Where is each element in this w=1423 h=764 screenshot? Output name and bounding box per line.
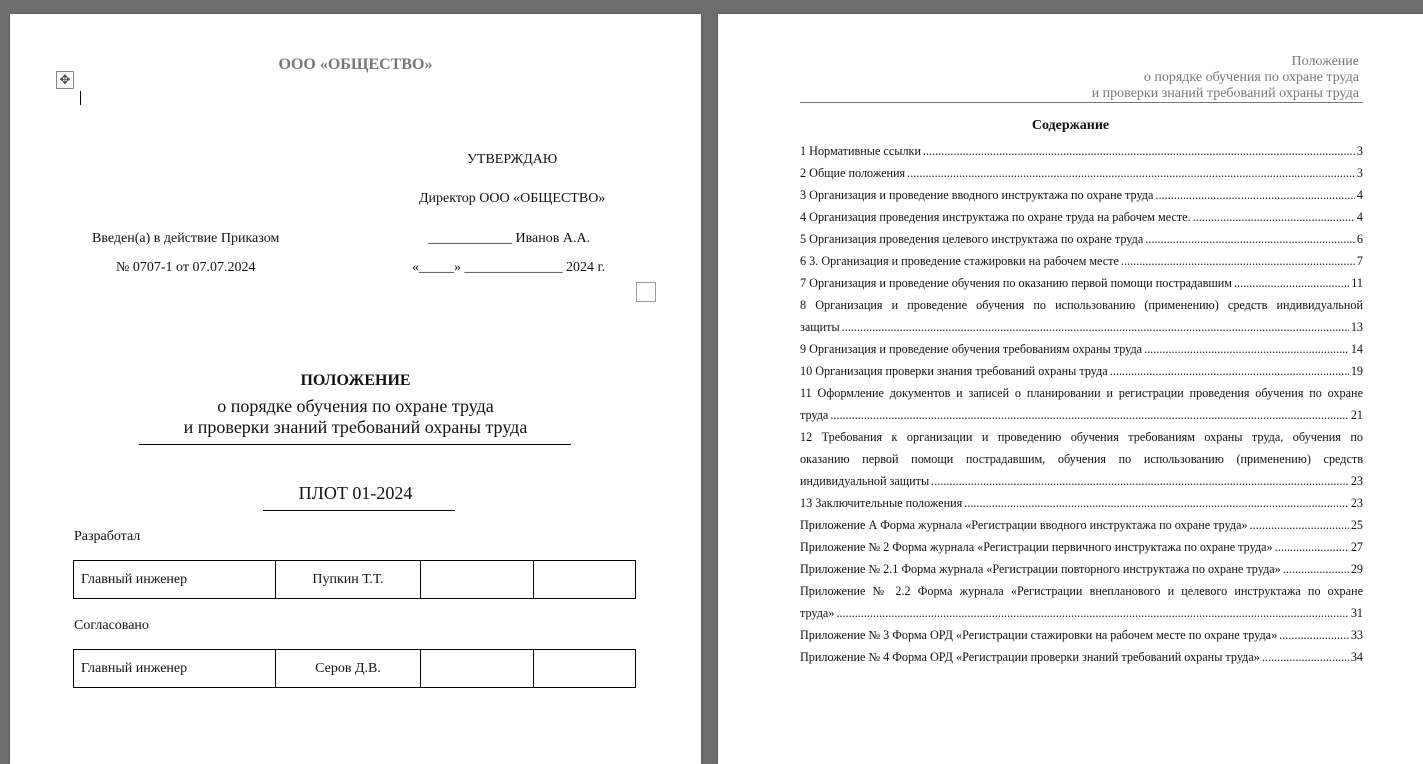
toc-entry-text: Приложение № 2 Форма журнала «Регистрации первичного инструктажа по охране труда»: [800, 540, 1273, 554]
toc-entry-text: 2 Общие положения: [800, 166, 906, 180]
toc-leader-dots: [836, 602, 1348, 624]
toc-entry-text: Приложение А Форма журнала «Регистрации вводного инструктажа по охране труда»: [800, 518, 1248, 532]
toc-entry-text: Приложение № 3 Форма ОРД «Регистрации стажировки на рабочем месте по охране труда»: [800, 628, 1278, 642]
toc-leader-dots: [1283, 558, 1349, 580]
toc-entry[interactable]: [800, 360, 1363, 382]
toc-page-number: 29: [1350, 562, 1363, 576]
toc-page-number: 14: [1350, 342, 1363, 356]
toc-page-number: 27: [1350, 540, 1363, 554]
approver-position: Директор ООО «ОБЩЕСТВО»: [419, 191, 606, 206]
toc-page-number: 13: [1350, 320, 1363, 334]
toc-leader-dots: [931, 470, 1349, 492]
toc-entry[interactable]: [800, 272, 1363, 294]
toc-entry[interactable]: [800, 228, 1363, 250]
toc-page-number: 33: [1350, 628, 1363, 642]
approve-title: УТВЕРЖДАЮ: [467, 152, 558, 167]
toc-entry[interactable]: [800, 492, 1363, 514]
toc-entry[interactable]: [800, 580, 1363, 624]
developer-name-cell[interactable]: Пупкин Т.Т.: [276, 561, 421, 599]
toc-leader-dots: [1262, 646, 1349, 668]
toc-entry[interactable]: [800, 624, 1363, 646]
toc-page-number: 23: [1350, 474, 1363, 488]
toc-entry-text: 7 Организация и проведение обучения по оказанию первой помощи пострадавшим: [800, 276, 1233, 290]
toc-page-number: 23: [1350, 496, 1363, 510]
toc-leader-dots: [1279, 624, 1349, 646]
toc-entry[interactable]: [800, 646, 1363, 668]
toc-leader-dots: [1275, 536, 1349, 558]
agreer-name-cell[interactable]: Серов Д.В.: [276, 650, 421, 688]
header-line2: о порядке обучения по охране труда: [1143, 70, 1359, 85]
toc-page-number: 3: [1356, 166, 1363, 180]
toc-entry-text: труда»: [800, 606, 835, 620]
toc-entry-text: Приложение № 4 Форма ОРД «Регистрации проверки знаний требований охраны труда»: [800, 650, 1260, 664]
header-line3: и проверки знаний требований охраны труда: [1091, 86, 1359, 101]
toc-entry-text: 13 Заключительные положения: [800, 496, 963, 510]
toc-leader-dots: [1144, 338, 1349, 360]
table-resize-handle[interactable]: [636, 282, 656, 302]
document-page-1[interactable]: [10, 14, 701, 764]
toc-page-number: 19: [1350, 364, 1363, 378]
approver-signature-line: ____________ Иванов А.А.: [428, 231, 591, 246]
developed-label: Разработал: [74, 529, 141, 544]
toc-entry-text: труда: [800, 408, 829, 422]
toc-page-number: 6: [1356, 232, 1363, 246]
document-title: ПОЛОЖЕНИЕ: [300, 372, 411, 389]
agreer-date-cell[interactable]: [534, 650, 636, 688]
agreed-label: Согласовано: [74, 618, 149, 633]
toc-entry[interactable]: [800, 382, 1363, 426]
toc-page-number: 4: [1356, 188, 1363, 202]
document-subtitle-line1: о порядке обучения по охране труда: [217, 396, 494, 416]
approval-date-line: «_____» ______________ 2024 г.: [412, 260, 606, 275]
toc-entry-wrapped-line: 12 Требования к организации и проведению обучения требованиям охраны труда, обучения по: [800, 430, 1363, 444]
toc-entry[interactable]: [800, 184, 1363, 206]
table-row: [74, 650, 636, 688]
contents-title: Содержание: [1031, 118, 1110, 133]
toc-page-number: 3: [1356, 144, 1363, 158]
developer-date-cell[interactable]: [534, 561, 636, 599]
toc-entry-text: 5 Организация проведения целевого инструктажа по охране труда: [800, 232, 1144, 246]
toc-entry[interactable]: [800, 250, 1363, 272]
toc-entry-text: защиты: [800, 320, 840, 334]
toc-entry[interactable]: [800, 338, 1363, 360]
toc-leader-dots: [1121, 250, 1355, 272]
document-subtitle-line2: и проверки знаний требований охраны труда: [183, 417, 528, 437]
toc-leader-dots: [842, 316, 1349, 338]
toc-page-number: 11: [1351, 276, 1363, 290]
toc-entry-text: 1 Нормативные ссылки: [800, 144, 921, 158]
toc-entry-text: индивидуальной защиты: [800, 474, 930, 488]
document-page-2[interactable]: [718, 14, 1423, 764]
toc-entry-wrapped-line: 11 Оформление документов и записей о планировании и регистрации проведения обучения по охране: [800, 386, 1363, 400]
organization-name: ООО «ОБЩЕСТВО»: [278, 56, 433, 73]
table-of-contents: [800, 140, 1363, 668]
toc-page-number: 7: [1356, 254, 1363, 268]
toc-leader-dots: [907, 162, 1355, 184]
toc-leader-dots: [1250, 514, 1349, 536]
developed-signature-table[interactable]: [73, 560, 636, 599]
document-code: ПЛОТ 01-2024: [298, 483, 413, 503]
header-rule: [800, 102, 1363, 103]
toc-entry[interactable]: [800, 294, 1363, 338]
code-underline: [263, 510, 455, 511]
toc-entry[interactable]: [800, 426, 1363, 492]
table-move-handle-icon[interactable]: ✥: [56, 71, 74, 89]
text-cursor: [80, 91, 81, 105]
introduced-order-line1: Введен(а) в действие Приказом: [92, 231, 280, 246]
introduced-order-line2: № 0707-1 от 07.07.2024: [116, 260, 256, 275]
toc-entry[interactable]: [800, 140, 1363, 162]
agreed-signature-table[interactable]: [73, 649, 636, 688]
toc-entry-wrapped-line: Приложение № 2.2 Форма журнала «Регистрации внепланового и целевого инструктажа по охране: [800, 584, 1363, 598]
developer-position-cell[interactable]: Главный инженер: [74, 561, 276, 599]
toc-leader-dots: [1193, 206, 1355, 228]
toc-leader-dots: [964, 492, 1349, 514]
toc-entry-text: Приложение № 2.1 Форма журнала «Регистрации повторного инструктажа по охране труда»: [800, 562, 1281, 576]
toc-page-number: 4: [1356, 210, 1363, 224]
toc-entry[interactable]: [800, 514, 1363, 536]
toc-leader-dots: [923, 140, 1355, 162]
toc-entry-text: 10 Организация проверки знания требований охраны труда: [800, 364, 1108, 378]
table-row: [74, 561, 636, 599]
toc-entry-text: 9 Организация и проведение обучения требованиям охраны труда: [800, 342, 1143, 356]
toc-page-number: 25: [1350, 518, 1363, 532]
toc-entry-text: 3 Организация и проведение вводного инструктажа по охране труда: [800, 188, 1154, 202]
toc-entry[interactable]: [800, 558, 1363, 580]
toc-leader-dots: [1145, 228, 1355, 250]
developer-signature-cell[interactable]: [421, 561, 534, 599]
toc-leader-dots: [1234, 272, 1349, 294]
toc-entry-wrapped-line: 8 Организация и проведение обучения по использованию (применению) средств индивидуальной: [800, 298, 1363, 312]
toc-leader-dots: [1110, 360, 1349, 382]
toc-entry-text: 6 3. Организация и проведение стажировки на рабочем месте: [800, 254, 1119, 268]
agreer-signature-cell[interactable]: [421, 650, 534, 688]
toc-entry[interactable]: [800, 206, 1363, 228]
toc-page-number: 34: [1350, 650, 1363, 664]
toc-entry-text: 4 Организация проведения инструктажа по охране труда на рабочем месте.: [800, 210, 1191, 224]
toc-entry-wrapped-line: оказанию первой помощи пострадавшим, обучения по использованию (применению) средств: [800, 452, 1363, 466]
toc-entry[interactable]: [800, 536, 1363, 558]
toc-leader-dots: [1155, 184, 1355, 206]
header-line1: Положение: [1291, 54, 1359, 69]
toc-page-number: 31: [1350, 606, 1363, 620]
toc-page-number: 21: [1350, 408, 1363, 422]
agreer-position-cell[interactable]: Главный инженер: [74, 650, 276, 688]
toc-leader-dots: [830, 404, 1348, 426]
title-underline: [139, 444, 571, 445]
toc-entry[interactable]: [800, 162, 1363, 184]
